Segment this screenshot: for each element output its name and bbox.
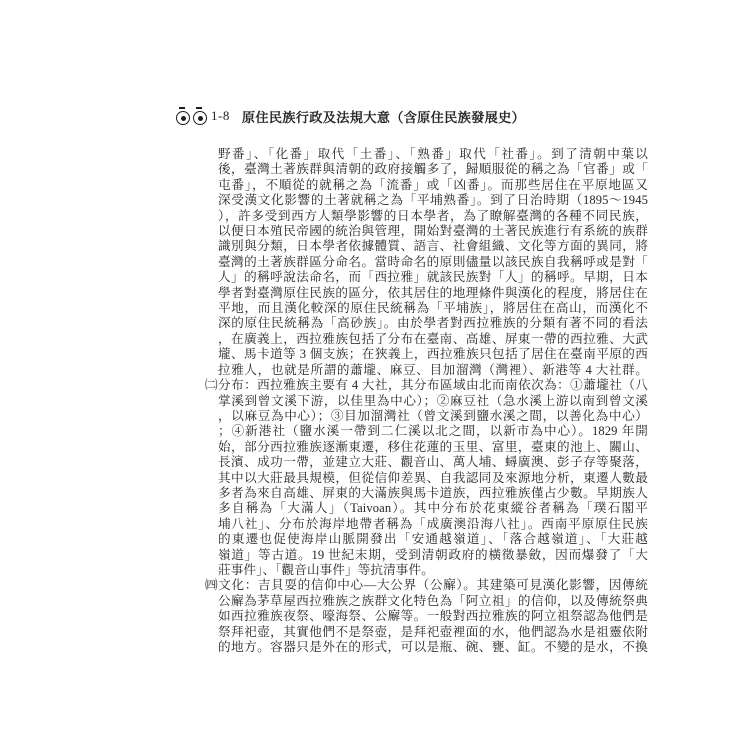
- text-line: 莊事件」、「觀音山事件」等抗清事件。: [218, 562, 434, 577]
- running-head: [176, 106, 525, 126]
- section-number: 1-8: [211, 108, 230, 123]
- text-line: 的地方。容器只是外在的形式，可以是瓶、碗、甕、缸。不變的是水，不換: [218, 640, 648, 654]
- text-line: 其中以大莊最具規模，但從信仰差異、自我認同及來源地分析，東遷人數最: [218, 470, 648, 485]
- text-line: ，以麻豆為中心）；③目加溜灣社（曾文溪到鹽水溪之間，以善化為中心）: [218, 408, 648, 423]
- text-line: 野番」、「化番」取代「土番」、「熟番」取代「社番」。到了清朝中葉以: [218, 147, 648, 161]
- text-line: ㈣文化：吉貝耍的信仰中心—大公界（公廨）。其建築可見漢化影響，因傳統: [205, 578, 648, 593]
- text-line: 的東遷也促使海岸山脈開發出「安通越嶺道」、「落合越嶺道」、「大莊越: [218, 532, 648, 547]
- text-line: 平地，而且漢化較深的原住民統稱為「平埔族」，將居住在高山，而漢化不: [218, 301, 648, 316]
- text-line: 多自稱為「大滿人」（Taivoan）。其中分布於花東縱谷者稱為「璞石閣平: [218, 501, 648, 516]
- text-line: 掌溪到曾文溪下游，以佳里為中心）；②麻豆社（急水溪上游以南到曾文溪: [218, 393, 648, 408]
- text-line: 臺灣的土著族群區分命名。當時命名的原則儘量以該民族自我稱呼或是對「: [218, 254, 648, 269]
- text-line: ；④新港社（鹽水溪一帶到二仁溪以北之間，以新市為中心）。1829 年開: [218, 424, 648, 439]
- text-line: 埔八社」、分布於海岸地帶者稱為「成廣澳沿海八社」。西南平原原住民族: [218, 516, 648, 531]
- text-line: 以便日本殖民帝國的統治與管理，開始對臺灣的土著民族進行有系統的族群: [218, 224, 648, 239]
- text-line: 拉雅人，也就是所謂的蕭壠、麻豆、目加溜灣（灣裡）、新港等 4 大社群。: [218, 362, 648, 377]
- text-line: ，在廣義上，西拉雅族包括了分布在臺南、高雄、屏東一帶的西拉雅、大武: [218, 331, 648, 346]
- text-line: 屯番」，不順從的就稱之為「流番」或「凶番」。而那些居住在平原地區又: [218, 177, 648, 192]
- text-line: 壠、馬卡道等 3 個支族；在狹義上，西拉雅族只包括了居住在臺南平原的西: [218, 347, 648, 362]
- body-text: [205, 147, 648, 655]
- text-line: 識別與分類，日本學者依據體質、語言、社會組織、文化等方面的異同，將: [218, 239, 648, 254]
- page-title: 原住民族行政及法規大意（含原住民族發展史）: [241, 109, 526, 125]
- text-line: 公廨為茅草屋西拉雅族之族群文化特色為「阿立祖」的信仰，以及傳統祭典: [218, 593, 648, 608]
- bullseye-circle-icon: [193, 111, 207, 125]
- text-line: ㈡分布：西拉雅族主要有 4 大社，其分布區域由北而南依次為：①蕭壠社（八: [205, 378, 648, 393]
- text-line: 如西拉雅族夜祭、嚎海祭、公廨等。一般對西拉雅族的阿立祖祭認為他們是: [218, 609, 648, 624]
- text-line: 祭拜祀壺，其實他們不是祭壺，是拜祀壺裡面的水，他們認為水是祖靈依附: [218, 624, 648, 639]
- text-line: 人」的稱呼說法命名，而「西拉雅」就該民族對「人」的稱呼。早期，日本: [218, 270, 648, 285]
- text-line: 深受漢文化影響的土著就稱之為「平埔熟番」。到了日治時期（1895～1945: [218, 193, 648, 208]
- text-line: 多者為來自高雄、屏東的大滿族與馬卡道族，西拉雅族僅占少數。早期族人: [218, 485, 648, 500]
- text-line: 深的原住民統稱為「高砂族」。由於學者對西拉雅族的分類有著不同的看法: [218, 316, 648, 331]
- text-line: 始，部分西拉雅族逐漸東遷，移住花蓮的玉里、富里，臺東的池上、關山、: [218, 439, 648, 454]
- bullseye-circle-icon: [176, 111, 190, 125]
- text-line: 嶺道」等古道。19 世紀末期，受到清朝政府的橫徵暴斂，因而爆發了「大: [218, 547, 648, 562]
- text-line: ），許多受到西方人類學影響的日本學者，為了瞭解臺灣的各種不同民族，: [218, 208, 648, 223]
- text-line: 後，臺灣土著族群與清朝的政府接觸多了，歸順服從的稱之為「官番」或「: [218, 162, 648, 177]
- text-line: 學者對臺灣原住民族的區分，依其居住的地理條件與漢化的程度，將居住在: [218, 285, 648, 300]
- text-line: 長濱、成功一帶，並建立大莊、觀音山、萬人埔、蟳廣澳、彭子存等聚落，: [218, 455, 648, 470]
